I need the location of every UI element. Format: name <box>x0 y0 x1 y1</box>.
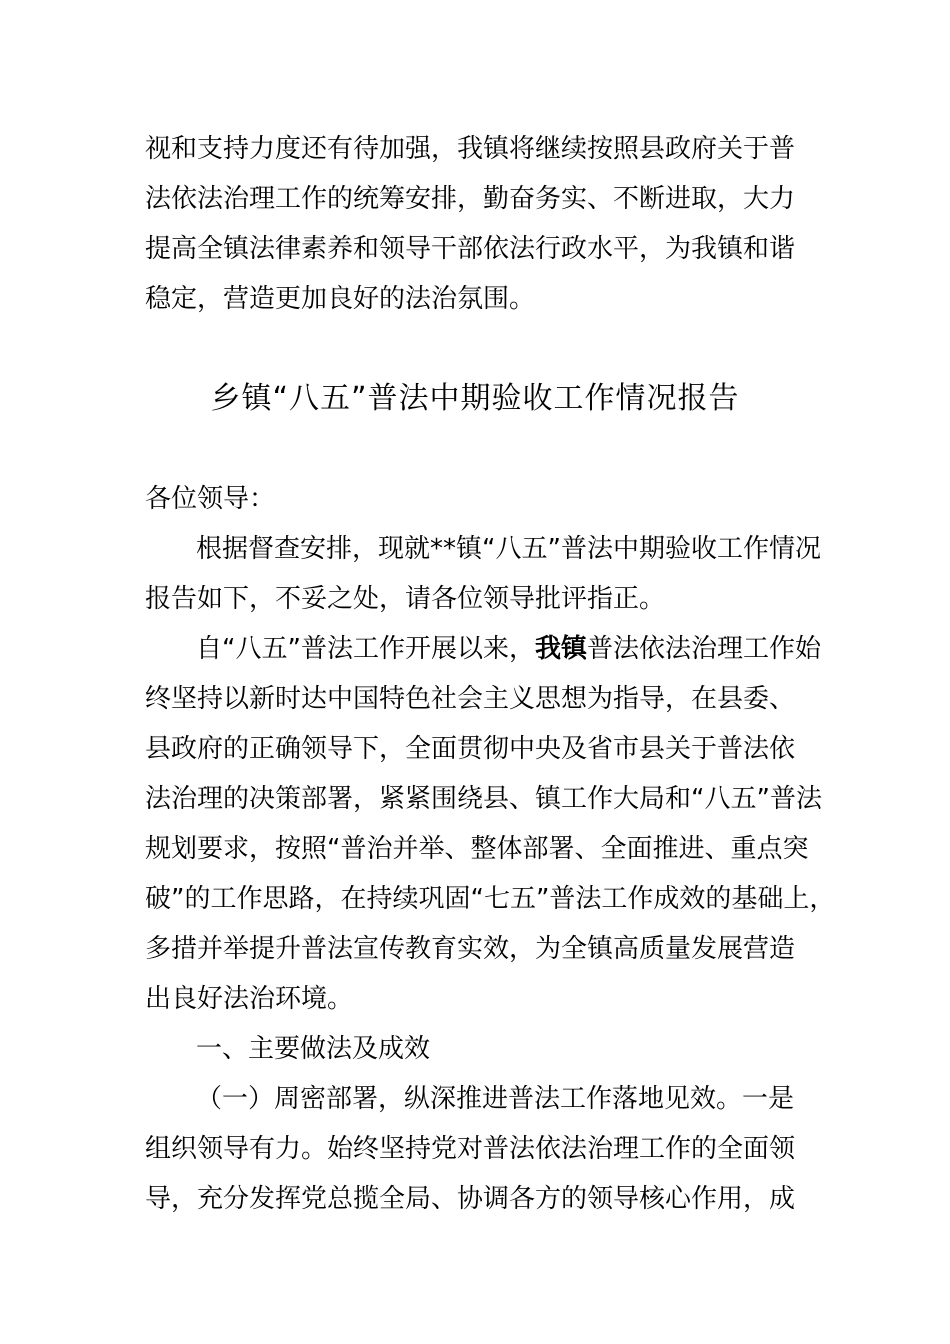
salutation: 各位领导： <box>145 484 276 514</box>
para2-line-2: 终坚持以新时达中国特色社会主义思想为指导，在县委、 <box>145 684 796 714</box>
continuation-line-2: 法依法治理工作的统筹安排，勤奋务实、不断进取，大力 <box>145 184 796 214</box>
para2-suffix: 普法依法治理工作始 <box>586 634 821 664</box>
continuation-line-4: 稳定，营造更加良好的法治氛围。 <box>145 284 536 314</box>
para2-line-4: 法治理的决策部署，紧紧围绕县、镇工作大局和“八五”普法 <box>145 784 822 814</box>
intro-line-1: 根据督查安排，现就**镇“八五”普法中期验收工作情况 <box>196 534 821 564</box>
para2-line-8: 出良好法治环境。 <box>145 984 354 1014</box>
sub1-line-2: 组织领导有力。始终坚持党对普法依法治理工作的全面领 <box>145 1134 796 1164</box>
sub1-line-1: （一）周密部署，纵深推进普法工作落地见效。一是 <box>196 1084 795 1114</box>
report-title: 乡镇“八五”普法中期验收工作情况报告 <box>210 381 740 416</box>
section-heading: 一、主要做法及成效 <box>196 1034 431 1064</box>
continuation-line-1: 视和支持力度还有待加强，我镇将继续按照县政府关于普 <box>145 134 796 164</box>
para2-line-1 <box>196 633 821 665</box>
para2-bold-text: 我镇 <box>534 634 587 664</box>
sub1-line-3: 导，充分发挥党总揽全局、协调各方的领导核心作用，成 <box>145 1184 796 1214</box>
intro-line-2: 报告如下，不妥之处，请各位领导批评指正。 <box>145 584 666 614</box>
para2-line-3: 县政府的正确领导下，全面贯彻中央及省市县关于普法依 <box>145 734 796 764</box>
para2-line-6: 破”的工作思路，在持续巩固“七五”普法工作成效的基础上， <box>145 884 836 914</box>
continuation-line-3: 提高全镇法律素养和领导干部依法行政水平，为我镇和谐 <box>145 234 796 264</box>
para2-line-7: 多措并举提升普法宣传教育实效，为全镇高质量发展营造 <box>145 934 796 964</box>
para2-prefix: 自“八五”普法工作开展以来， <box>196 634 535 664</box>
para2-line-5: 规划要求，按照“普治并举、整体部署、全面推进、重点突 <box>145 834 809 864</box>
